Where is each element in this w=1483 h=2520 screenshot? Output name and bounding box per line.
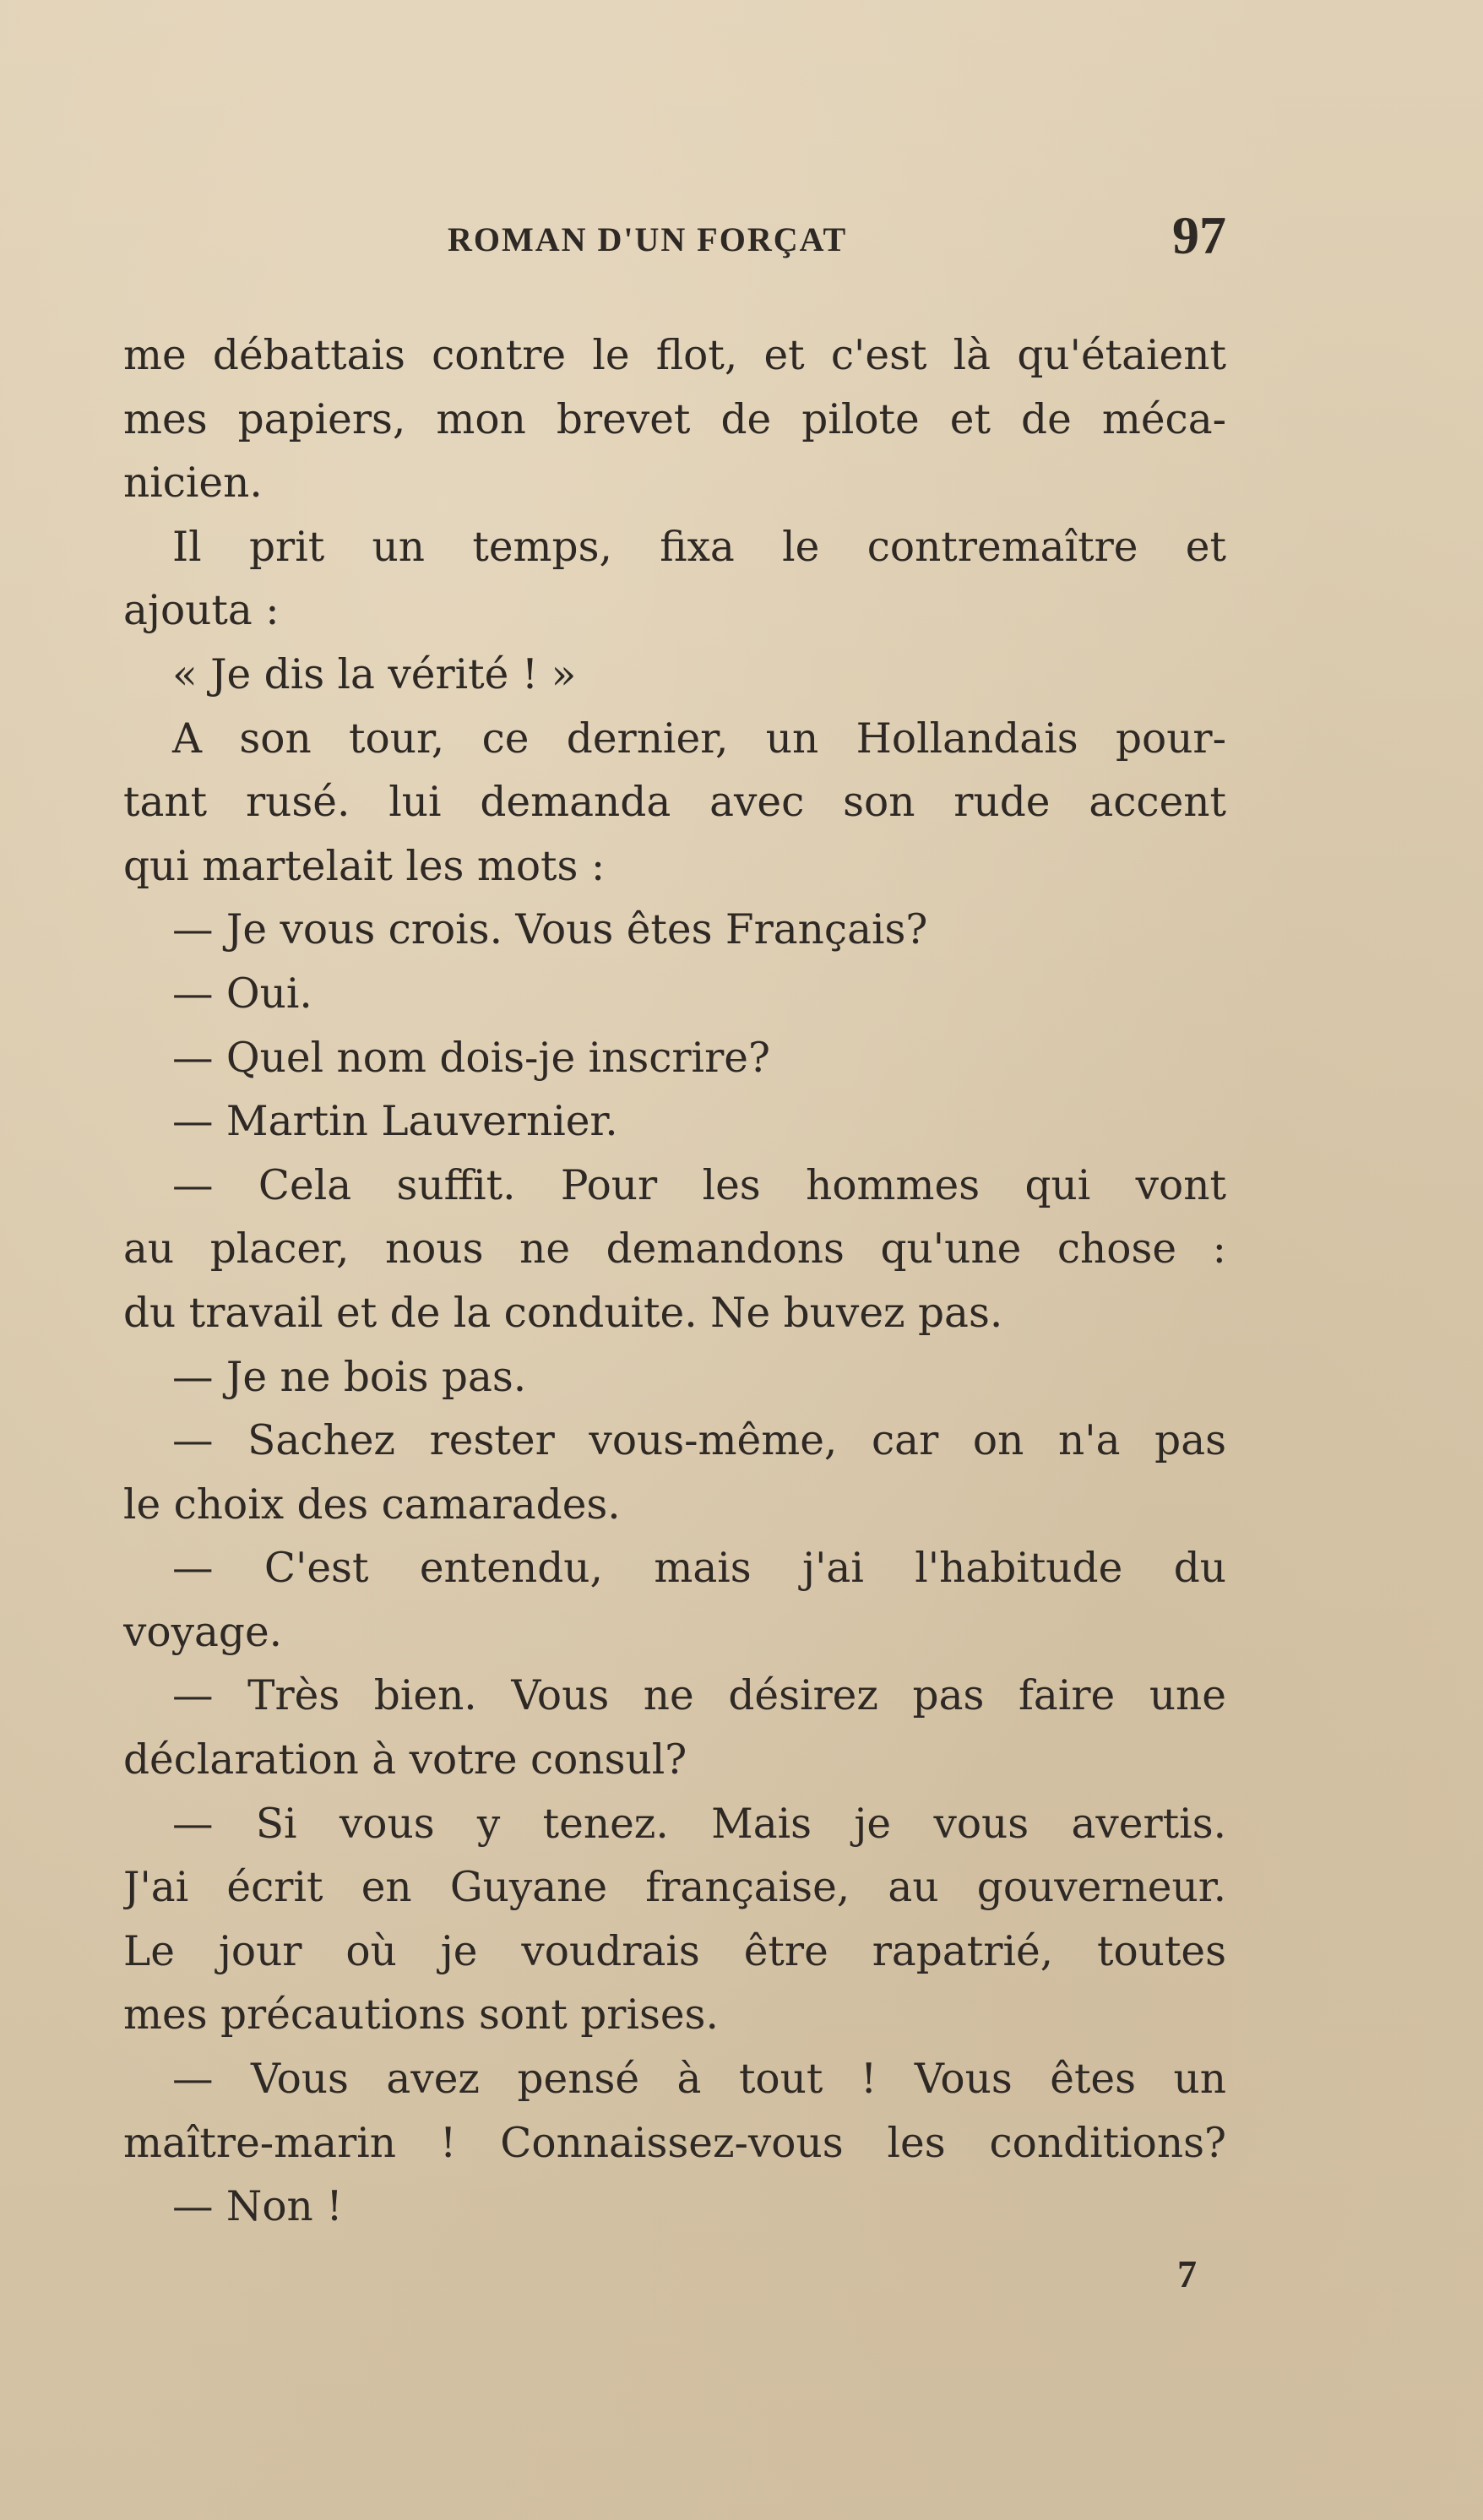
text-line: qui martelait les mots : <box>123 842 606 890</box>
text-line: — Quel nom dois-je inscrire? <box>172 1034 770 1082</box>
running-head <box>0 201 1483 269</box>
text-line: déclaration à votre consul? <box>123 1736 687 1784</box>
page-number: 97 <box>1172 205 1226 265</box>
text-line: — Très bien. Vous ne désirez pas faire une <box>172 1672 1226 1720</box>
text-line: — Non ! <box>172 2183 343 2231</box>
text-line: maître-marin ! Connaissez-vous les conditions? <box>123 2119 1226 2167</box>
text-line: — Si vous y tenez. Mais je vous avertis. <box>172 1800 1226 1848</box>
text-line: — Sachez rester vous-même, car on n'a pas <box>172 1417 1226 1465</box>
text-line: — Oui. <box>172 969 312 1018</box>
text-line: Il prit un temps, fixa le contremaître et <box>172 523 1226 571</box>
text-line: le choix des camarades. <box>123 1480 621 1529</box>
text-line: — Cela suffit. Pour les hommes qui vont <box>172 1161 1226 1209</box>
text-line: mes précautions sont prises. <box>123 1991 719 2039</box>
text-line: me débattais contre le flot, et c'est là qu'étaient <box>123 332 1226 379</box>
text-line: « Je dis la vérité ! » <box>172 650 577 698</box>
running-head-title: ROMAN D'UN FORÇAT <box>448 220 848 258</box>
text-line: — Martin Lauvernier. <box>172 1098 618 1146</box>
text-line: — Vous avez pensé à tout ! Vous êtes un <box>172 2056 1226 2104</box>
text-line: A son tour, ce dernier, un Hollandais pour- <box>172 714 1226 763</box>
text-line: du travail et de la conduite. Ne buvez pas. <box>123 1289 1003 1337</box>
text-line: tant rusé. lui demanda avec son rude accent <box>123 779 1226 827</box>
text-line: mes papiers, mon brevet de pilote et de méca- <box>123 395 1226 443</box>
text-line: J'ai écrit en Guyane française, au gouverneur. <box>123 1864 1226 1912</box>
text-line: — Je ne bois pas. <box>172 1353 527 1401</box>
text-line: Le jour où je voudrais être rapatrié, toutes <box>123 1927 1226 1975</box>
text-line: ajouta : <box>123 587 280 635</box>
text-line: — C'est entendu, mais j'ai l'habitude du <box>172 1545 1226 1593</box>
body-text <box>123 324 1226 2240</box>
text-line: — Je vous crois. Vous êtes Français? <box>172 906 928 954</box>
text-line: nicien. <box>123 459 263 508</box>
signature-mark: 7 <box>1177 2252 1197 2295</box>
text-line: voyage. <box>123 1608 283 1656</box>
text-line: au placer, nous ne demandons qu'une chose : <box>123 1225 1226 1274</box>
